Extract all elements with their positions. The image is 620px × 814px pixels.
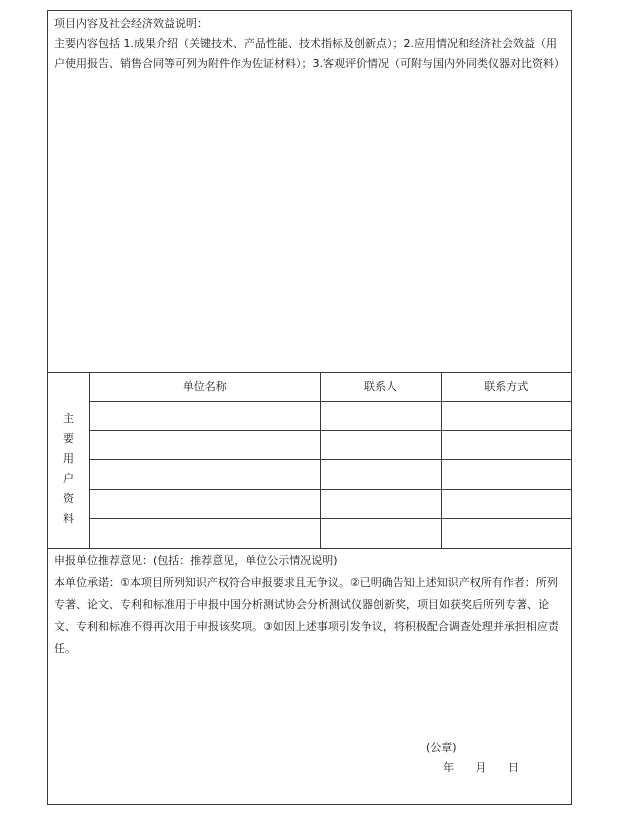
project-content-instructions: 主要内容包括 1.成果介绍（关键技术、产品性能、技术指标及创新点）；2.应用情况和经济社会效益（用户使用报告、销售合同等可列为附件作为佐证材料）；3.客观评价情况（可附与国内外同类仪器对比资料）: [54, 37, 565, 70]
table-cell[interactable]: [320, 459, 441, 489]
table-row: [90, 401, 571, 430]
table-cell[interactable]: [320, 430, 441, 459]
table-cell[interactable]: [441, 459, 571, 489]
table-cell[interactable]: [90, 459, 320, 489]
project-content-heading: 项目内容及社会经济效益说明：: [54, 17, 208, 30]
column-header-unit-name: 单位名称: [90, 372, 320, 401]
project-content-section: [48, 11, 571, 373]
official-seal-label: (公章): [426, 741, 457, 754]
recommendation-text: [54, 550, 566, 660]
side-label-char: 主: [63, 412, 74, 425]
table-cell[interactable]: [441, 518, 571, 548]
table-row: [90, 430, 571, 459]
application-form: [47, 10, 572, 805]
users-table: [90, 372, 571, 548]
date-line: [443, 759, 537, 775]
table-cell[interactable]: [320, 518, 441, 548]
table-cell[interactable]: [90, 489, 320, 518]
side-label-char: 料: [63, 512, 74, 525]
table-cell[interactable]: [441, 401, 571, 430]
date-month-label: 月: [475, 761, 487, 774]
table-cell[interactable]: [90, 401, 320, 430]
column-header-contact-person: 联系人: [320, 372, 441, 401]
date-year-label: 年: [443, 761, 454, 774]
side-label-char: 要: [63, 432, 74, 445]
table-row: [90, 518, 571, 548]
main-users-section: [48, 372, 571, 549]
side-label-char: 用: [63, 452, 74, 465]
table-cell[interactable]: [320, 489, 441, 518]
side-label-char: 资: [63, 492, 74, 505]
recommendation-section: [48, 548, 571, 804]
table-row: [90, 489, 571, 518]
column-header-contact-info: 联系方式: [441, 372, 571, 401]
table-header-row: [90, 372, 571, 401]
commitment-text: 本单位承诺：①本项目所列知识产权符合申报要求且无争议。②已明确告知上述知识产权所有作者：所列专著、论文、专利和标准用于申报中国分析测试协会分析测试仪器创新奖，项目如获奖后所列专著、论文、专利和标准不得再次用于申报该奖项。③如因上述事项引发争议，将积极配合调查处理并承担相应责任。: [54, 576, 559, 655]
project-content-text: [54, 14, 566, 74]
table-cell[interactable]: [441, 489, 571, 518]
date-day-label: 日: [508, 761, 519, 774]
main-users-label: [48, 372, 90, 548]
table-cell[interactable]: [320, 401, 441, 430]
recommendation-heading: 申报单位推荐意见：(包括：推荐意见，单位公示情况说明): [54, 554, 338, 567]
table-cell[interactable]: [90, 430, 320, 459]
side-label-char: 户: [63, 472, 74, 485]
table-cell[interactable]: [90, 518, 320, 548]
table-row: [90, 459, 571, 489]
table-cell[interactable]: [441, 430, 571, 459]
